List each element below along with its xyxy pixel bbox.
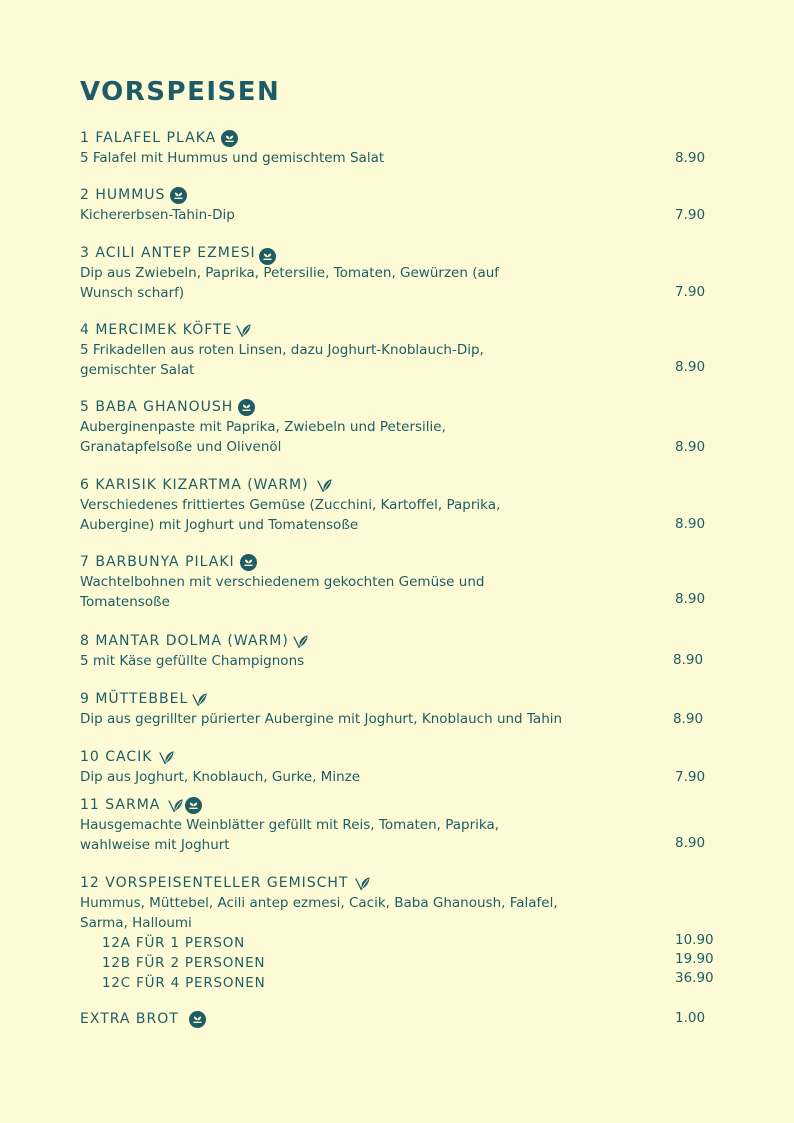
menu-item-barbunya-pilaki [80, 552, 720, 612]
item-name: 10 CACIK [80, 749, 153, 765]
item-name: 5 BABA GHANOUSH [80, 399, 234, 415]
item-description: Hummus, Müttebel, Acili antep ezmesi, Cacik, Baba Ghanoush, Falafel, [80, 895, 558, 911]
leaf-icon [159, 749, 175, 765]
item-description-line2: Wunsch scharf) [80, 285, 185, 301]
item-description-line2: Sarma, Halloumi [80, 915, 192, 931]
item-description: Hausgemachte Weinblätter gefüllt mit Reis, Tomaten, Paprika, [80, 817, 500, 833]
item-name: 1 FALAFEL PLAKA [80, 130, 217, 146]
item-description: 5 Falafel mit Hummus und gemischtem Salat [80, 150, 385, 166]
section-title: VORSPEISEN [80, 77, 281, 107]
item-description: Dip aus Joghurt, Knoblauch, Gurke, Minze [80, 769, 361, 785]
leaf-icon [168, 797, 184, 813]
menu-item-karisik-kizartma [80, 475, 720, 535]
menu-item-acili-antep-ezmesi [80, 243, 720, 303]
menu-item-mantar-dolma [80, 631, 720, 671]
menu-item-muttebbel [80, 689, 720, 729]
item-name: EXTRA BROT [80, 1011, 179, 1027]
item-price: 7.90 [675, 207, 706, 223]
item-price: 1.00 [675, 1010, 706, 1026]
item-price: 8.90 [673, 711, 704, 727]
item-name: 12 VORSPEISENTELLER GEMISCHT [80, 875, 349, 891]
item-description-line2: wahlweise mit Joghurt [80, 837, 230, 853]
platter-option-2-persons: 12B FÜR 2 PERSONEN [102, 955, 266, 971]
item-description: 5 Frikadellen aus roten Linsen, dazu Joghurt-Knoblauch-Dip, [80, 342, 484, 358]
menu-item-sarma [80, 795, 720, 855]
item-description: Kichererbsen-Tahin-Dip [80, 207, 235, 223]
item-description-line2: Tomatensoße [80, 594, 170, 610]
vegan-badge-icon [170, 187, 187, 204]
item-name: 8 MANTAR DOLMA (WARM) [80, 633, 289, 649]
item-price: 8.90 [675, 359, 706, 375]
leaf-icon [236, 322, 252, 338]
menu-item-baba-ghanoush [80, 397, 720, 457]
item-name: 3 ACILI ANTEP EZMESI [80, 245, 256, 261]
item-price: 8.90 [673, 652, 704, 668]
vegan-badge-icon [259, 248, 276, 265]
leaf-icon [192, 691, 208, 707]
item-price: 8.90 [675, 439, 706, 455]
item-description-line2: gemischter Salat [80, 362, 195, 378]
item-price: 8.90 [675, 150, 706, 166]
menu-item-vorspeisenteller [80, 873, 720, 933]
item-name: 2 HUMMUS [80, 187, 166, 203]
item-price: 7.90 [675, 769, 706, 785]
platter-price-1: 10.90 [675, 932, 714, 948]
item-description-line2: Granatapfelsoße und Olivenöl [80, 439, 282, 455]
vegan-badge-icon [189, 1011, 206, 1028]
vegan-badge-icon [240, 554, 257, 571]
item-description: Dip aus gegrillter pürierter Aubergine mit Joghurt, Knoblauch und Tahin [80, 711, 563, 727]
item-description: Auberginenpaste mit Paprika, Zwiebeln und Petersilie, [80, 419, 446, 435]
item-description-line2: Aubergine) mit Joghurt und Tomatensoße [80, 517, 359, 533]
vegan-badge-icon [238, 399, 255, 416]
platter-price-3: 36.90 [675, 970, 714, 986]
item-description: Dip aus Zwiebeln, Paprika, Petersilie, Tomaten, Gewürzen (auf [80, 265, 500, 281]
leaf-icon [317, 477, 333, 493]
item-name: 11 SARMA [80, 797, 161, 813]
item-price: 7.90 [675, 284, 706, 300]
menu-item-mercimek-kofte [80, 320, 720, 380]
menu-item-hummus [80, 185, 720, 225]
menu-item-falafel-plaka [80, 128, 720, 168]
item-price: 8.90 [675, 591, 706, 607]
platter-price-2: 19.90 [675, 951, 714, 967]
leaf-icon [293, 633, 309, 649]
vegan-badge-icon [185, 797, 202, 814]
item-name: 7 BARBUNYA PILAKI [80, 554, 235, 570]
leaf-icon [355, 875, 371, 891]
item-description: 5 mit Käse gefüllte Champignons [80, 653, 305, 669]
item-description: Verschiedenes frittiertes Gemüse (Zucchini, Kartoffel, Paprika, [80, 497, 501, 513]
item-price: 8.90 [675, 835, 706, 851]
item-price: 8.90 [675, 516, 706, 532]
vegan-badge-icon [221, 130, 238, 147]
menu-item-extra-brot [80, 1009, 720, 1029]
item-description: Wachtelbohnen mit verschiedenem gekochten Gemüse und [80, 574, 485, 590]
menu-item-cacik [80, 747, 720, 787]
item-name: 9 MÜTTEBBEL [80, 691, 189, 707]
platter-option-4-persons: 12C FÜR 4 PERSONEN [102, 975, 266, 991]
item-name: 4 MERCIMEK KÖFTE [80, 322, 233, 338]
platter-option-1-person: 12A FÜR 1 PERSON [102, 935, 246, 951]
item-name: 6 KARISIK KIZARTMA (WARM) [80, 477, 309, 493]
